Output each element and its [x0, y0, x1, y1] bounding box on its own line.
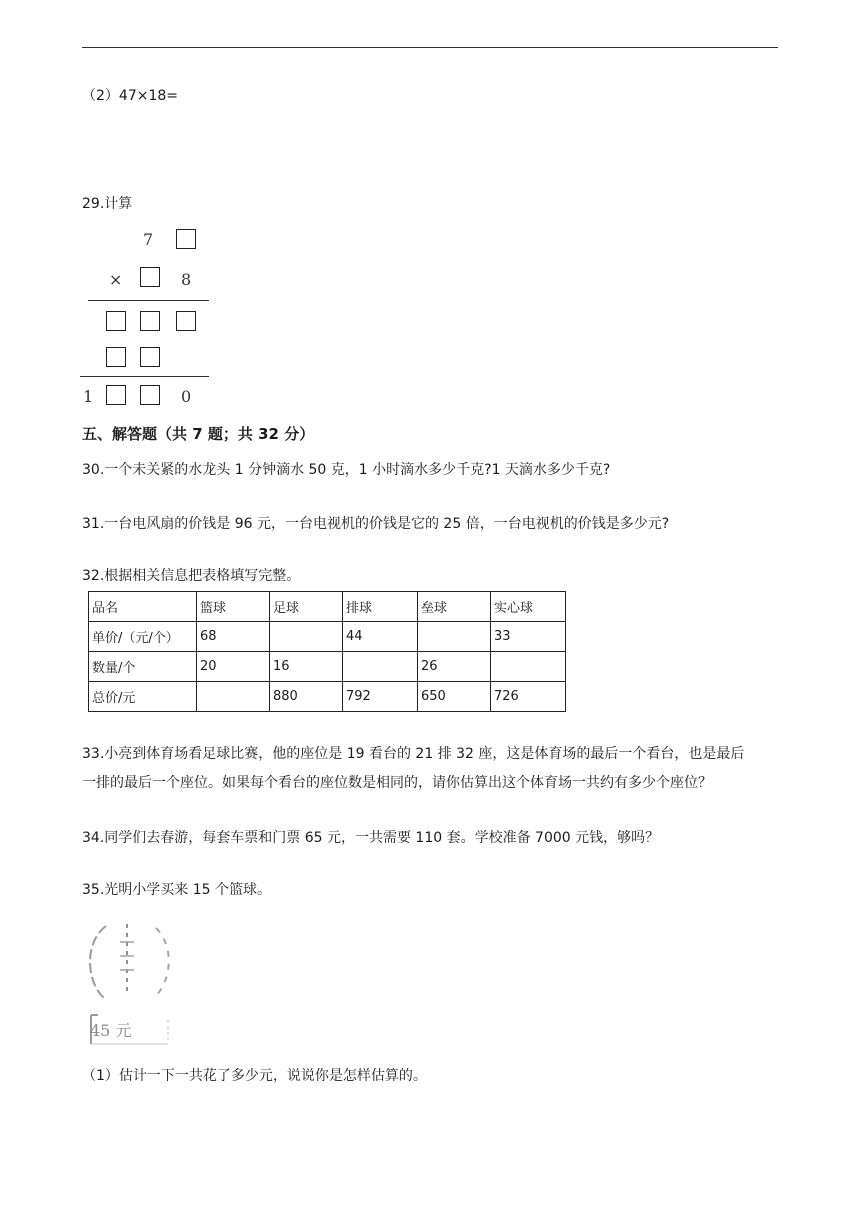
table-cell: 实心球	[491, 592, 566, 622]
puzzle-blank-box[interactable]	[140, 311, 160, 331]
table-cell: 726	[491, 682, 566, 712]
table-header-row	[89, 592, 566, 622]
puzzle-blank-box[interactable]	[140, 385, 160, 405]
puzzle-times-sign: ×	[109, 270, 123, 289]
puzzle-digit-0: 0	[181, 387, 192, 406]
table-cell-blank[interactable]	[418, 622, 491, 652]
table-cell: 68	[197, 622, 270, 652]
table-row	[89, 652, 566, 682]
basketball-price-tag: 45 元	[90, 1021, 132, 1040]
table-cell: 垒球	[418, 592, 491, 622]
puzzle-blank-box[interactable]	[106, 311, 126, 331]
section-5-heading: 五、解答题（共 7 题；共 32 分）	[82, 425, 315, 443]
question-35-part-1: （1）估计一下一共花了多少元，说说你是怎样估算的。	[82, 1068, 427, 1084]
puzzle-blank-box[interactable]	[176, 229, 196, 249]
question-34: 34.同学们去春游，每套车票和门票 65 元，一共需要 110 套。学校准备 7000 元钱，够吗？	[82, 830, 660, 846]
table-cell-blank[interactable]	[197, 682, 270, 712]
puzzle-digit-7: 7	[143, 230, 154, 249]
puzzle-blank-box[interactable]	[176, 311, 196, 331]
table-cell: 篮球	[197, 592, 270, 622]
table-cell: 数量/个	[89, 652, 197, 682]
table-cell: 单价/（元/个）	[89, 622, 197, 652]
table-cell: 总价/元	[89, 682, 197, 712]
table-cell-blank[interactable]	[270, 622, 343, 652]
table-cell-blank[interactable]	[343, 652, 418, 682]
table-cell: 880	[270, 682, 343, 712]
multiplication-puzzle	[80, 224, 220, 414]
price-table	[88, 591, 566, 712]
question-35-prompt: 35.光明小学买来 15 个篮球。	[82, 882, 271, 898]
puzzle-rule	[80, 376, 209, 377]
table-cell: 26	[418, 652, 491, 682]
puzzle-blank-box[interactable]	[106, 347, 126, 367]
puzzle-blank-box[interactable]	[140, 347, 160, 367]
table-cell: 20	[197, 652, 270, 682]
table-row	[89, 622, 566, 652]
question-30: 30.一个未关紧的水龙头 1 分钟滴水 50 克，1 小时滴水多少千克?1 天滴水多少千克?	[82, 462, 611, 478]
puzzle-blank-box[interactable]	[140, 267, 160, 287]
table-cell: 44	[343, 622, 418, 652]
table-cell: 足球	[270, 592, 343, 622]
header-rule	[82, 47, 778, 48]
table-cell: 650	[418, 682, 491, 712]
table-row	[89, 682, 566, 712]
puzzle-rule	[88, 300, 209, 301]
q29-title: 29.计算	[82, 196, 133, 212]
table-cell: 792	[343, 682, 418, 712]
question-33-line-1: 33.小亮到体育场看足球比赛，他的座位是 19 看台的 21 排 32 座，这是体育场的最后一个看台，也是最后	[82, 746, 745, 762]
table-cell: 16	[270, 652, 343, 682]
puzzle-digit-1: 1	[83, 387, 94, 406]
table-cell: 品名	[89, 592, 197, 622]
question-32-prompt: 32.根据相关信息把表格填写完整。	[82, 568, 301, 584]
q28-part2: （2）47×18=	[82, 88, 178, 104]
question-33-line-2: 一排的最后一个座位。如果每个看台的座位数是相同的，请你估算出这个体育场一共约有多少个座位？	[82, 775, 712, 791]
puzzle-blank-box[interactable]	[106, 385, 126, 405]
table-cell: 排球	[343, 592, 418, 622]
table-cell: 33	[491, 622, 566, 652]
table-cell-blank[interactable]	[491, 652, 566, 682]
question-31: 31.一台电风扇的价钱是 96 元，一台电视机的价钱是它的 25 倍，一台电视机的价钱是多少元?	[82, 516, 670, 532]
puzzle-digit-8: 8	[181, 270, 192, 289]
